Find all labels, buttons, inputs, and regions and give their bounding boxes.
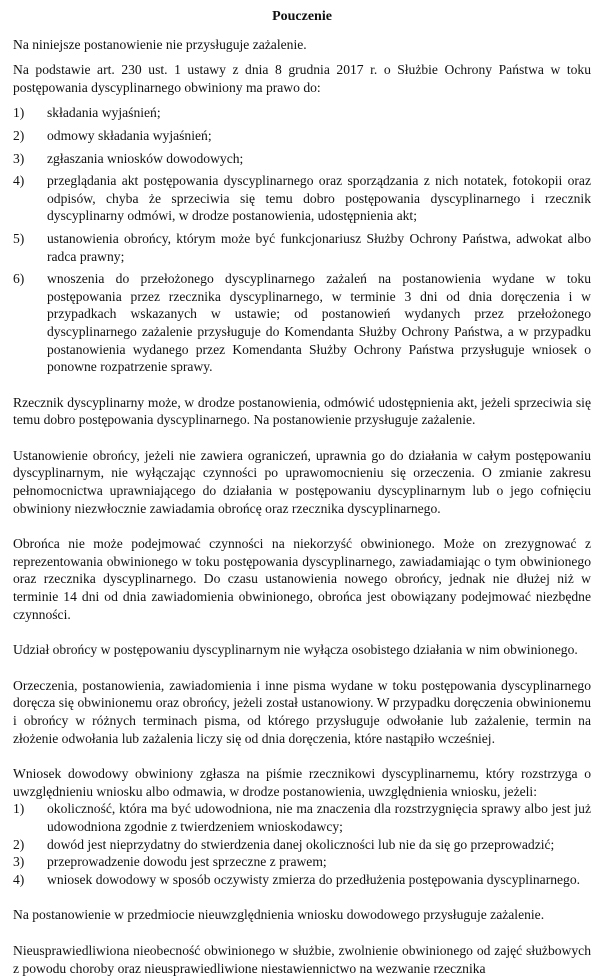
- list-item: [13, 800, 591, 835]
- paragraph-orzeczenia: Orzeczenia, postanowienia, zawiadomienia i inne pisma wydane w toku postępowania dyscyplinarnego doręcza się obwinionemu oraz obrońcy, jeżeli został ustanowiony. W przypadku doręczenia obwinionemu i obrońcy w różnych terminach pisma, od którego przysługuje odwołanie lub zażalenie, termin na złożenie odwołania lub zażalenia liczy się od dnia doręczenia, które nastąpiło wcześniej.: [13, 677, 591, 746]
- list-item-text: wniosek dowodowy w sposób oczywisty zmierza do przedłużenia postępowania dyscyplinarnego.: [47, 871, 581, 887]
- list-item-number: 4): [13, 871, 25, 887]
- list-item-number: 3): [13, 150, 25, 166]
- conditions-list: [13, 800, 591, 888]
- list-item: [13, 853, 591, 871]
- paragraph-ustanowienie: Ustanowienie obrońcy, jeżeli nie zawiera ograniczeń, uprawnia go do działania w całym postępowaniu dyscyplinarnym, nie wyłączając czynności po uprawomocnieniu się orzeczenia. O zmianie zakresu pełnomocnictwa uprawniającego do działania w postępowaniu dyscyplinarnym lub o jego cofnięciu obwiniony niezwłocznie zawiadamia obrońcę oraz rzecznika dyscyplinarnego.: [13, 447, 591, 516]
- list-item: [13, 836, 591, 854]
- list-item-text: wnoszenia do przełożonego dyscyplinarnego zażaleń na postanowienia wydane w toku postępowania przez rzecznika dyscyplinarnego, w terminie 3 dni od dnia doręczenia i w przypadkach wskazanych w ustawie; od postanowień wydanych przez przełożonego dyscyplinarnego zażalenie przysługuje do Komendanta Służby Ochrony Państwa, a w przypadku postanowienia wydanego przez Komendanta Służby Ochrony Państwa przysługuje wniosek o ponowne rozpatrzenie sprawy.: [47, 271, 591, 375]
- list-item-text: przeprowadzenie dowodu jest sprzeczne z prawem;: [47, 854, 327, 870]
- list-item: [13, 150, 591, 168]
- paragraph-udzial: Udział obrońcy w postępowaniu dyscyplinarnym nie wyłącza osobistego działania w nim obwinionego.: [13, 642, 578, 658]
- list-item: [13, 871, 591, 889]
- list-item-text: przeglądania akt postępowania dyscyplinarnego oraz sporządzania z nich notatek, fotokopii oraz odpisów, chyba że sprzeciwia się temu dobro postępowania dyscyplinarnego i rzecznik dyscyplinarny odmówi, w drodze postanowienia, udostępnienia akt;: [47, 173, 591, 224]
- list-item-text: składania wyjaśnień;: [47, 105, 161, 121]
- list-item-number: 5): [13, 230, 25, 246]
- paragraph-nieobecnosc: Nieusprawiedliwiona nieobecność obwinionego w służbie, zwolnienie obwinionego od zajęć służbowych z powodu choroby oraz nieusprawiedliwione niestawiennictwo na wezwanie rzecznika: [13, 942, 591, 976]
- list-item: [13, 172, 591, 225]
- list-item: [13, 270, 591, 376]
- list-item-text: zgłaszania wniosków dowodowych;: [47, 150, 244, 166]
- list-item-text: okoliczność, która ma być udowodniona, nie ma znaczenia dla rozstrzygnięcia sprawy albo jest już udowodniona zgodnie z twierdzeniem wnioskodawcy;: [47, 801, 591, 834]
- paragraph-obronca: Obrońca nie może podejmować czynności na niekorzyść obwinionego. Może on zrezygnować z reprezentowania obwinionego w toku postępowania dyscyplinarnego, zawiadamiając o tym obwinionego oraz rzecznika dyscyplinarnego. Do czasu ustanowienia nowego obrońcy, jednak nie dłużej niż w terminie 14 dni od dnia zawiadomienia obwinionego, obrońca jest obowiązany podejmować niezbędne czynności.: [13, 536, 591, 622]
- list-item: [13, 230, 591, 265]
- document-title: Pouczenie: [272, 9, 332, 24]
- list-item-number: 4): [13, 173, 25, 189]
- list-item-number: 2): [13, 836, 25, 852]
- intro-paragraph-2: Na podstawie art. 230 ust. 1 ustawy z dnia 8 grudnia 2017 r. o Służbie Ochrony Państwa w toku postępowania dyscyplinarnego obwiniony ma prawo do:: [13, 62, 591, 95]
- paragraph-wniosek: Wniosek dowodowy obwiniony zgłasza na piśmie rzecznikowi dyscyplinarnemu, który rozstrzyga o uwzględnieniu wniosku albo odmawia, w drodze postanowienia, uwzględnienia wniosku, jeżeli:: [13, 766, 591, 799]
- list-item-number: 1): [13, 105, 25, 121]
- paragraph-rzecznik: Rzecznik dyscyplinarny może, w drodze postanowienia, odmówić udostępnienia akt, jeżeli sprzeciwia się temu dobro postępowania dyscyplinarnego. Na postanowienie przysługuje zażalenie.: [13, 394, 591, 428]
- list-item-number: 3): [13, 854, 25, 870]
- list-item-text: odmowy składania wyjaśnień;: [47, 127, 212, 143]
- intro-paragraph-1: Na niniejsze postanowienie nie przysługuje zażalenie.: [13, 36, 307, 52]
- paragraph-postanowienie: Na postanowienie w przedmiocie nieuwzględnienia wniosku dowodowego przysługuje zażalenie.: [13, 907, 545, 923]
- list-item-number: 1): [13, 801, 25, 817]
- list-item: [13, 104, 591, 122]
- list-item-text: ustanowienia obrońcy, którym może być funkcjonariusz Służby Ochrony Państwa, adwokat albo radca prawny;: [47, 230, 591, 264]
- list-item: [13, 127, 591, 145]
- rights-list: [13, 104, 591, 375]
- list-item-number: 2): [13, 127, 25, 143]
- list-item-number: 6): [13, 271, 25, 287]
- list-item-text: dowód jest nieprzydatny do stwierdzenia danej okoliczności lub nie da się go przeprowadzić;: [47, 836, 555, 852]
